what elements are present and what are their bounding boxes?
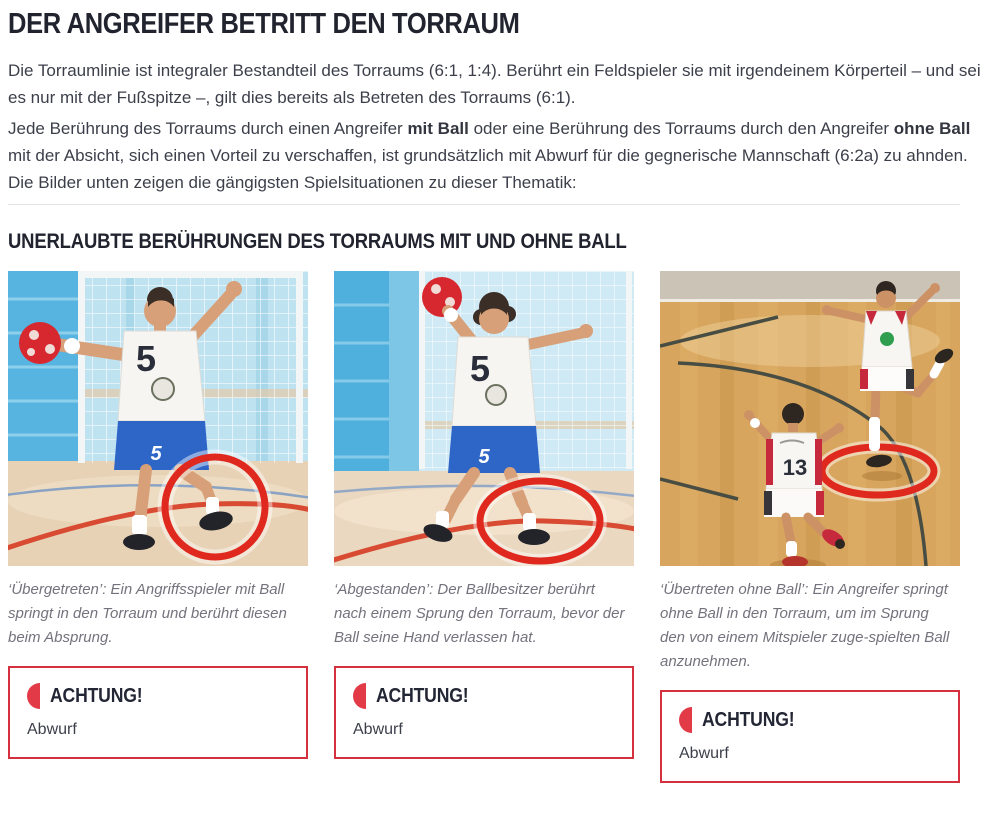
page-title <box>8 8 993 41</box>
half-circle-icon <box>353 683 366 709</box>
photo-abgestanden-illustration <box>334 271 634 566</box>
situation-card-uebergetreten <box>8 271 308 783</box>
photo-uebertreten-ohne-ball <box>660 271 960 566</box>
section-heading <box>8 230 993 254</box>
intro-p2-bold-ohne-ball: ohne Ball <box>893 119 971 138</box>
photo-uebergetreten-illustration <box>8 271 308 566</box>
situation-card-abgestanden <box>334 271 634 783</box>
intro-paragraph-2 <box>8 115 993 196</box>
article-page <box>0 8 1002 814</box>
shorts-number: 5 <box>478 446 490 468</box>
intro-p2-bold-mit-ball: mit Ball <box>407 119 469 138</box>
warning-title: ACHTUNG! <box>50 684 143 707</box>
situation-card-uebertreten-ohne-ball <box>660 271 960 783</box>
section-divider <box>8 204 960 205</box>
photo-abgestanden <box>334 271 634 566</box>
photo-caption: ‘Übergetreten’: Ein Angriffsspieler mit Ball springt in den Torraum und berührt diesen beim Absprung. <box>8 581 287 646</box>
section-heading-text: UNERLAUBTE BERÜHRUNGEN DES TORRAUMS MIT UND OHNE BALL <box>8 230 627 253</box>
shorts-number: 5 <box>150 443 162 465</box>
club-crest <box>152 378 174 400</box>
handball <box>19 322 61 364</box>
warning-text: Abwurf <box>679 745 729 762</box>
intro-p2-text-2: oder eine Berührung des Torraums durch den Angreifer <box>468 119 894 138</box>
warning-text: Abwurf <box>27 721 77 738</box>
photo-caption: ‘Abgestanden’: Der Ballbesitzer berührt nach einem Sprung den Torraum, bevor der Ball seine Hand verlassen hat. <box>334 581 625 646</box>
club-crest <box>486 385 506 405</box>
photo-uebergetreten <box>8 271 308 566</box>
intro-p2-text-1: Jede Berührung des Torraums durch einen Angreifer <box>8 119 408 138</box>
intro-section <box>8 57 993 204</box>
photo-uebertreten-illustration <box>660 271 960 566</box>
warning-title: ACHTUNG! <box>702 708 795 731</box>
warning-text: Abwurf <box>353 721 403 738</box>
page-title-text: DER ANGREIFER BETRITT DEN TORRAUM <box>8 8 520 40</box>
warning-box <box>660 690 960 783</box>
warning-box <box>8 666 308 759</box>
photo-caption: ‘Übertreten ohne Ball’: Ein Angreifer springt ohne Ball in den Torraum, um im Sprung den von einem Mitspieler zuge-spielten Ball anzunehmen. <box>660 581 950 670</box>
intro-p2-text-3: mit der Absicht, sich einen Vorteil zu verschaffen, ist grundsätzlich mit Abwurf für die gegnerische Mannschaft (6:2a) zu ahnden. Die Bilder unten zeigen die gängigsten Spielsituationen zu dieser Thematik: <box>8 146 968 192</box>
warning-title: ACHTUNG! <box>376 684 469 707</box>
half-circle-icon <box>679 707 692 733</box>
jersey-number: 5 <box>469 348 491 389</box>
half-circle-icon <box>27 683 40 709</box>
warning-box <box>334 666 634 759</box>
jersey-number: 5 <box>135 338 157 379</box>
intro-paragraph-1: Die Torraumlinie ist integraler Bestandteil des Torraums (6:1, 1:4). Berührt ein Feldspieler sie mit irgendeinem Körperteil – und sei es nur mit der Fußspitze –, gilt dies bereits als Betreten des Torraums (6:1). <box>8 61 981 107</box>
jersey-number: 13 <box>782 455 808 480</box>
situation-cards <box>8 271 993 783</box>
club-crest <box>880 332 894 346</box>
